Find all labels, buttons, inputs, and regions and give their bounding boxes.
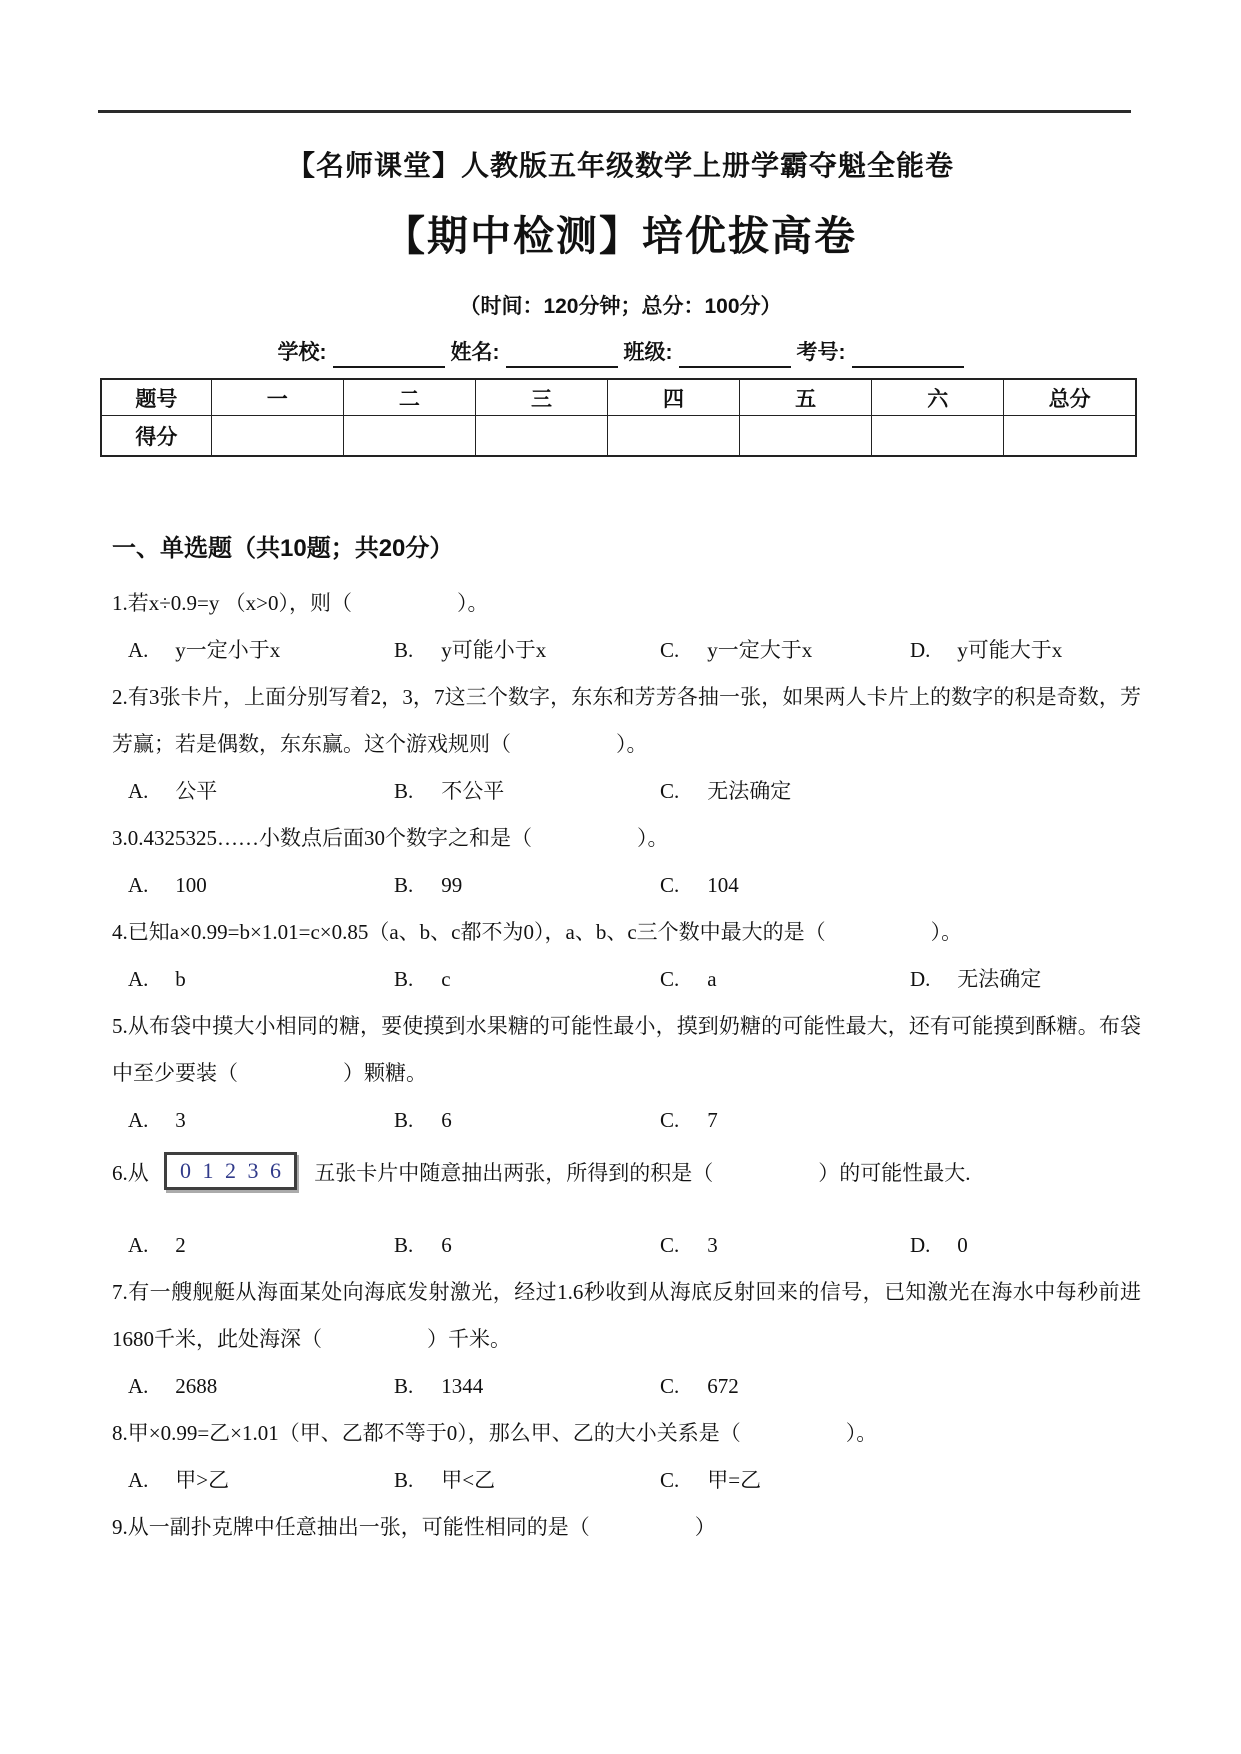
question-block xyxy=(112,815,1141,909)
option-item xyxy=(128,956,394,1003)
option-text: 甲>乙 xyxy=(175,1468,230,1493)
header-cell-total: 总分 xyxy=(1004,379,1136,416)
score-table xyxy=(100,378,1137,457)
option-item xyxy=(910,1222,1141,1269)
option-label: A. xyxy=(128,1233,149,1258)
header-cell-section-3: 三 xyxy=(475,379,607,416)
option-item xyxy=(394,627,660,674)
option-label: C. xyxy=(660,873,680,897)
option-text: c xyxy=(441,967,451,991)
option-item xyxy=(660,627,910,674)
student-info-row xyxy=(0,338,1241,368)
score-cell xyxy=(475,416,607,457)
option-item xyxy=(128,1097,394,1144)
score-cell xyxy=(740,416,872,457)
question-text-pre: 1.若x÷0.9=y （x>0），则（ ）。 xyxy=(112,591,489,615)
option-text: 3 xyxy=(707,1233,718,1258)
exam-number-label: 考号: xyxy=(796,341,846,364)
option-row xyxy=(112,1457,1141,1504)
option-label: B. xyxy=(394,638,414,662)
option-item xyxy=(394,1097,660,1144)
option-item xyxy=(394,1457,660,1504)
question-block xyxy=(112,1504,1141,1551)
question-block xyxy=(112,580,1141,674)
option-label: B. xyxy=(394,1374,414,1399)
question-text-pre: 8.甲×0.99=乙×1.01（甲、乙都不等于0），那么甲、乙的大小关系是（ ）。 xyxy=(112,1421,878,1446)
option-label: B. xyxy=(394,779,414,803)
option-text: 1344 xyxy=(441,1374,484,1399)
option-text: 0 xyxy=(957,1233,968,1258)
school-field xyxy=(278,338,445,368)
option-text: y可能小于x xyxy=(441,638,547,662)
question-block xyxy=(112,909,1141,1003)
option-text: 无法确定 xyxy=(957,967,1042,991)
time-score-line: （时间：120分钟；总分：100分） xyxy=(459,295,782,318)
exam-number-field xyxy=(797,338,964,368)
option-label: C. xyxy=(660,779,680,803)
score-table-header-row xyxy=(101,379,1136,416)
option-row xyxy=(112,956,1141,1003)
option-item xyxy=(660,956,910,1003)
question-text xyxy=(112,674,1141,768)
question-text-pre: 4.已知a×0.99=b×1.01=c×0.85（a、b、c都不为0），a、b、c三个数中最大的是（ ）。 xyxy=(112,920,963,944)
question-block xyxy=(112,1150,1141,1269)
school-blank-line xyxy=(333,342,445,368)
score-cell xyxy=(608,416,740,457)
option-text: 不公平 xyxy=(441,779,505,803)
option-text: 甲=乙 xyxy=(707,1468,762,1493)
question-text-pre: 3.0.4325325……小数点后面30个数字之和是（ ）。 xyxy=(112,826,669,850)
option-label: B. xyxy=(394,873,414,897)
option-label: C. xyxy=(660,638,680,662)
option-row xyxy=(112,862,1141,909)
question-text xyxy=(112,1504,1141,1551)
option-label: A. xyxy=(128,967,149,991)
option-item xyxy=(394,768,660,815)
option-text: y一定小于x xyxy=(175,638,281,662)
option-row xyxy=(112,1097,1141,1144)
question-list xyxy=(112,580,1141,1551)
question-text xyxy=(112,1410,1141,1457)
option-label: B. xyxy=(394,1233,414,1258)
option-item xyxy=(394,862,660,909)
option-row xyxy=(112,768,1141,815)
option-label: C. xyxy=(660,1233,680,1258)
option-text: 甲<乙 xyxy=(441,1468,496,1493)
option-item xyxy=(128,1457,394,1504)
score-row-label: 得分 xyxy=(101,416,211,457)
option-text: 公平 xyxy=(175,779,218,803)
option-text: 2688 xyxy=(175,1374,218,1399)
top-horizontal-rule xyxy=(98,110,1131,113)
option-label: B. xyxy=(394,1468,414,1493)
question-text-pre: 9.从一副扑克牌中任意抽出一张，可能性相同的是（ ） xyxy=(112,1515,716,1540)
score-table-wrap xyxy=(100,378,1137,457)
header-cell-section-5: 五 xyxy=(740,379,872,416)
option-label: A. xyxy=(128,1374,149,1399)
option-text: y一定大于x xyxy=(707,638,813,662)
option-row xyxy=(112,1222,1141,1269)
option-row xyxy=(112,1363,1141,1410)
option-text: 104 xyxy=(707,873,739,897)
option-label: A. xyxy=(128,1468,149,1493)
header-cell-section-2: 二 xyxy=(343,379,475,416)
option-text: 7 xyxy=(707,1108,718,1132)
option-item xyxy=(660,1097,910,1144)
question-text-post: 五张卡片中随意抽出两张，所得到的积是（ ）的可能性最大. xyxy=(314,1161,971,1185)
option-item xyxy=(128,627,394,674)
question-block xyxy=(112,1269,1141,1410)
option-label: C. xyxy=(660,1468,680,1493)
option-label: D. xyxy=(910,638,931,662)
option-text: 6 xyxy=(441,1233,452,1258)
question-block xyxy=(112,1410,1141,1504)
score-table-score-row xyxy=(101,416,1136,457)
option-label: B. xyxy=(394,967,414,991)
option-item xyxy=(660,768,910,815)
option-text: a xyxy=(707,967,717,991)
option-text: 6 xyxy=(441,1108,452,1132)
question-text xyxy=(112,1150,1141,1198)
option-item xyxy=(128,1363,394,1410)
question-text xyxy=(112,580,1141,627)
option-label: C. xyxy=(660,1374,680,1399)
option-label: A. xyxy=(128,873,149,897)
question-text-pre: 5.从布袋中摸大小相同的糖，要使摸到水果糖的可能性最小，摸到奶糖的可能性最大，还有可能摸到酥糖。布袋中至少要装（ ）颗糖。 xyxy=(112,1014,1141,1085)
option-text: 672 xyxy=(707,1374,739,1399)
name-label: 姓名: xyxy=(450,341,500,364)
option-item xyxy=(660,862,910,909)
option-text: 3 xyxy=(175,1108,186,1132)
option-row xyxy=(112,627,1141,674)
option-text: b xyxy=(175,967,186,991)
name-blank-line xyxy=(506,342,618,368)
question-text xyxy=(112,815,1141,862)
option-label: D. xyxy=(910,1233,931,1258)
question-block xyxy=(112,1003,1141,1144)
option-item xyxy=(910,627,1141,674)
option-label: A. xyxy=(128,779,149,803)
option-item xyxy=(910,956,1141,1003)
header-cell-section-4: 四 xyxy=(608,379,740,416)
class-field xyxy=(624,338,791,368)
option-label: A. xyxy=(128,638,149,662)
header-cell-section-1: 一 xyxy=(211,379,343,416)
score-cell xyxy=(872,416,1004,457)
option-item xyxy=(660,1457,910,1504)
score-cell xyxy=(211,416,343,457)
paper-series-title: 【名师课堂】人教版五年级数学上册学霸夺魁全能卷 xyxy=(286,150,954,181)
option-item xyxy=(394,1222,660,1269)
question-text xyxy=(112,909,1141,956)
score-cell xyxy=(1004,416,1136,457)
exam-number-blank-line xyxy=(852,342,964,368)
option-label: C. xyxy=(660,1108,680,1132)
paper-main-title: 【期中检测】培优拔高卷 xyxy=(384,213,857,259)
option-item xyxy=(128,862,394,909)
option-label: C. xyxy=(660,967,680,991)
class-blank-line xyxy=(679,342,791,368)
question-block xyxy=(112,674,1141,815)
option-text: 100 xyxy=(175,873,207,897)
header-cell-question-number: 题号 xyxy=(101,379,211,416)
option-item xyxy=(394,956,660,1003)
section-one-heading: 一、单选题（共10题；共20分） xyxy=(112,535,454,562)
header-cell-section-6: 六 xyxy=(872,379,1004,416)
name-field xyxy=(451,338,618,368)
question-text-pre: 7.有一艘舰艇从海面某处向海底发射激光，经过1.6秒收到从海底反射回来的信号，已知激光在海水中每秒前进1680千米，此处海深（ ）千米。 xyxy=(112,1280,1141,1352)
option-item xyxy=(394,1363,660,1410)
option-label: A. xyxy=(128,1108,149,1132)
option-label: B. xyxy=(394,1108,414,1132)
option-item xyxy=(660,1363,910,1410)
option-item xyxy=(660,1222,910,1269)
question-text-pre: 2.有3张卡片，上面分别写着2，3，7这三个数字，东东和芳芳各抽一张，如果两人卡片上的数字的积是奇数，芳芳赢；若是偶数，东东赢。这个游戏规则（ ）。 xyxy=(112,685,1141,756)
digit-card: 0 1 2 3 6 xyxy=(164,1152,297,1190)
class-label: 班级: xyxy=(623,341,673,364)
school-label: 学校: xyxy=(277,341,327,364)
option-item xyxy=(128,1222,394,1269)
option-text: 无法确定 xyxy=(707,779,792,803)
option-item xyxy=(128,768,394,815)
question-text xyxy=(112,1269,1141,1363)
option-label: D. xyxy=(910,967,931,991)
option-text: 99 xyxy=(441,873,463,897)
score-cell xyxy=(343,416,475,457)
question-text-pre: 6.从 xyxy=(112,1161,149,1185)
question-text xyxy=(112,1003,1141,1097)
option-text: y可能大于x xyxy=(957,638,1063,662)
option-text: 2 xyxy=(175,1233,186,1258)
